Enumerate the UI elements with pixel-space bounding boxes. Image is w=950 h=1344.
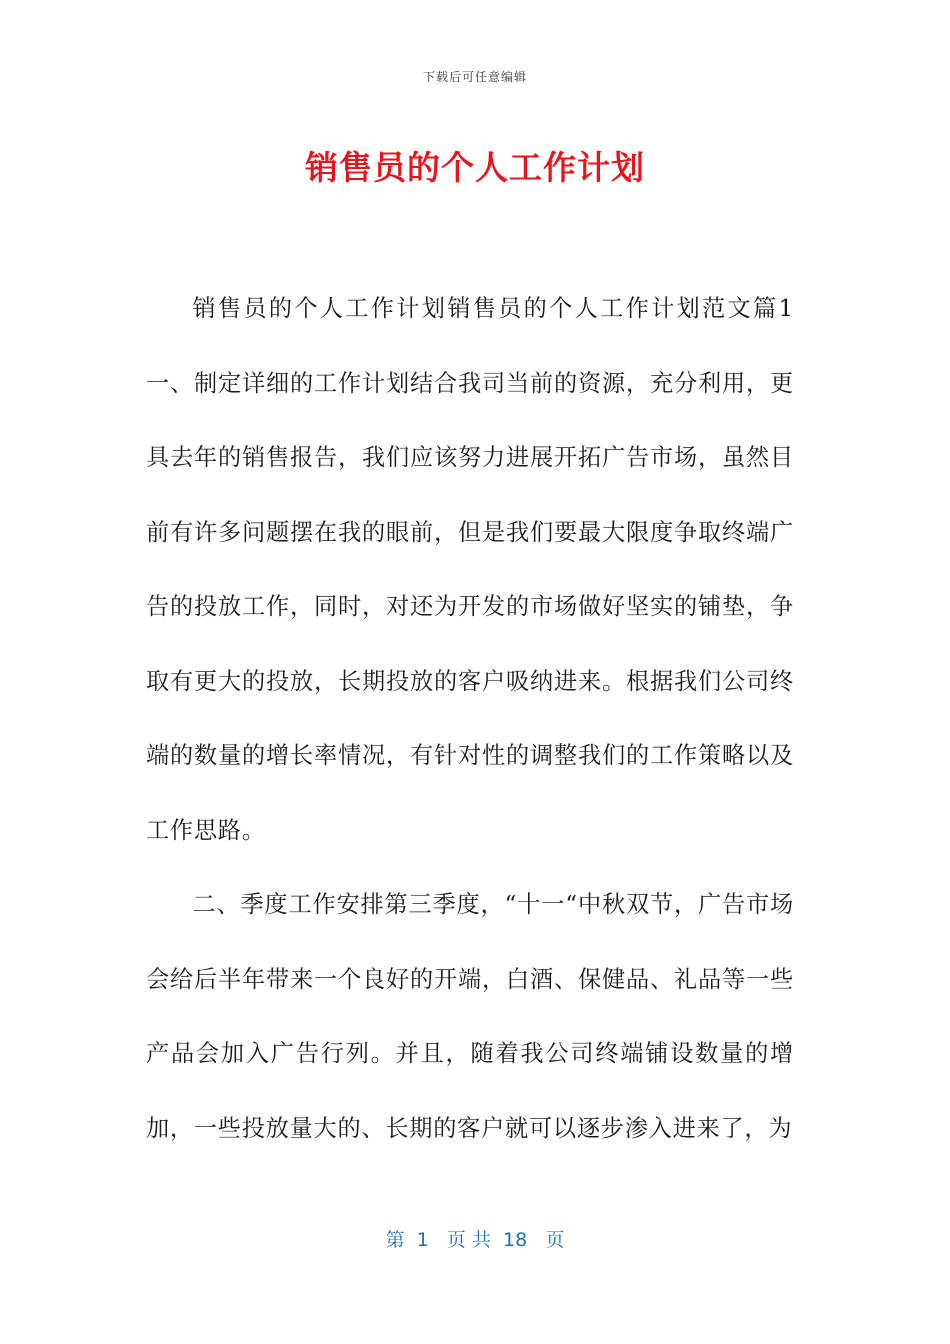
document-body <box>146 272 794 1166</box>
header-note: 下载后可任意编辑 <box>422 70 527 84</box>
document-title: 销售员的个人工作计划 <box>305 148 645 187</box>
page-footer: 第 1 页 共 18 页 <box>385 1229 565 1251</box>
paragraph-1: 销售员的个人工作计划销售员的个人工作计划范文篇1一、制定详细的工作计划结合我司当前的资源，充分利用，更具去年的销售报告，我们应该努力进展开拓广告市场，虽然目前有许多问题摆在我的眼前，但是我们要最大限度争取终端广告的投放工作，同时，对还为开发的市场做好坚实的铺垫，争取有更大的投放，长期投放的客户吸纳进来。根据我们公司终端的数量的增长率情况，有针对性的调整我们的工作策略以及工作思路。 <box>146 295 794 844</box>
paragraph-2: 二、季度工作安排第三季度，“十一“中秋双节，广告市场会给后半年带来一个良好的开端，白酒、保健品、礼品等一些产品会加入广告行列。并且，随着我公司终端铺设数量的增加，一些投放量大的、长期的客户就可以逐步渗入进来了，为 <box>146 891 794 1142</box>
